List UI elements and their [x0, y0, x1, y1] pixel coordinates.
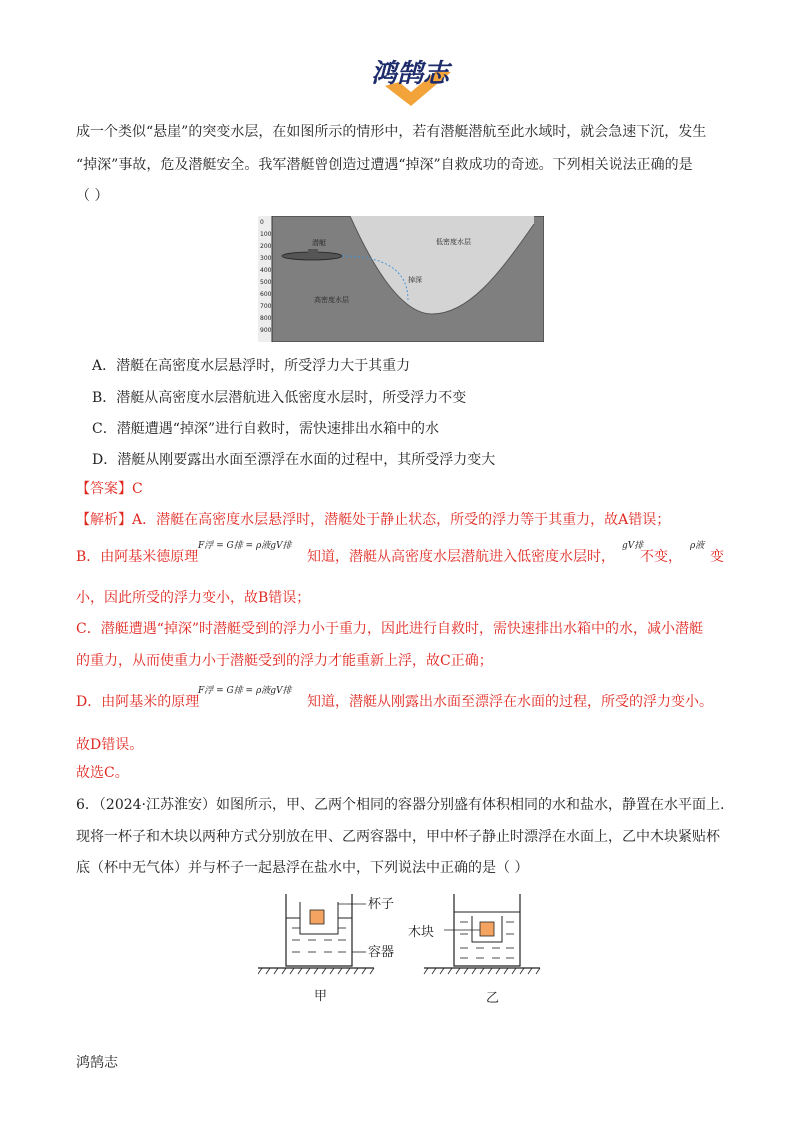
svg-text:0: 0: [260, 219, 264, 226]
svg-text:高密度水层: 高密度水层: [314, 296, 349, 304]
svg-text:300: 300: [260, 255, 272, 262]
svg-text:200: 200: [260, 243, 272, 250]
question-text-line: 6．（2024·江苏淮安）如图所示，甲、乙两个相同的容器分别盛有体积相同的水和盐水，静置在水平面上.: [76, 797, 725, 813]
svg-text:木块: 木块: [408, 925, 435, 940]
option-b: B．潜艇从高密度水层潜航进入低密度水层时，所受浮力不变: [92, 390, 467, 406]
option-c: C．潜艇遭遇“掉深”进行自救时，需快速排出水箱中的水: [92, 421, 440, 437]
formula-gv: gV排: [622, 541, 644, 551]
svg-text:容器: 容器: [368, 945, 395, 960]
option-d: D．潜艇从刚要露出水面至漂浮在水面的过程中，其所受浮力变大: [92, 452, 496, 468]
svg-text:低密度水层: 低密度水层: [436, 238, 471, 246]
analysis-b-middle: 知道，潜艇从高密度水层潜航进入低密度水层时，: [307, 549, 615, 565]
svg-text:乙: 乙: [486, 991, 500, 1006]
analysis-c1: C．潜艇遭遇“掉深”时潜艇受到的浮力小于重力，因此进行自救时，需快速排出水箱中的水，减小潜艇: [76, 621, 704, 637]
analysis-b-prefix: B．由阿基米德原理: [76, 549, 199, 565]
analysis-b-unchanged: 不变，: [640, 549, 682, 565]
question-text-line: 成一个类似“悬崖”的突变水层，在如图所示的情形中，若有潜艇潜航至此水域时，就会急速下沉，发生: [76, 124, 707, 140]
formula-rho: ρ液: [690, 541, 705, 551]
svg-text:100: 100: [260, 231, 272, 238]
option-a: A．潜艇在高密度水层悬浮时，所受浮力大于其重力: [92, 358, 411, 374]
analysis-b2: 小，因此所受的浮力变小，故B错误；: [76, 590, 311, 606]
container-figure: [258, 890, 548, 1008]
analysis-a: 【解析】A．潜艇在高密度水层悬浮时，潜艇处于静止状态，所受的浮力等于其重力，故A错误；: [76, 512, 671, 528]
svg-text:杯子: 杯子: [368, 897, 395, 912]
svg-text:潜艇: 潜艇: [312, 239, 326, 247]
svg-text:400: 400: [260, 267, 272, 274]
formula-archimedes-2: F浮 = G排 = ρ液gV排: [198, 686, 292, 696]
analysis-d2: 故D错误。: [76, 737, 144, 753]
analysis-c2: 的重力，从而使重力小于潜艇受到的浮力才能重新上浮，故C正确；: [76, 653, 493, 669]
question-text-line: 底（杯中无气体）并与杯子一起悬浮在盐水中，下列说法中正确的是（ ）: [76, 860, 529, 876]
svg-text:甲: 甲: [314, 989, 328, 1004]
svg-text:500: 500: [260, 279, 272, 286]
svg-text:鸿鹄志: 鸿鹄志: [370, 58, 450, 88]
svg-text:掉深: 掉深: [408, 276, 422, 284]
final-answer: 故选C。: [76, 765, 129, 781]
svg-text:800: 800: [260, 315, 272, 322]
answer-label: 【答案】C: [76, 481, 143, 497]
formula-archimedes: F浮 = G排 = ρ液gV排: [198, 541, 292, 551]
svg-text:600: 600: [260, 291, 272, 298]
footer-brand: 鸿鹄志: [76, 1055, 118, 1071]
density-layer-figure: [258, 216, 544, 342]
analysis-b-change: 变: [710, 549, 724, 565]
analysis-d-prefix: D．由阿基米的原理: [76, 694, 200, 710]
analysis-d-post: 知道，潜艇从刚露出水面至漂浮在水面的过程，所受的浮力变小。: [307, 694, 713, 710]
brand-logo: [355, 52, 465, 108]
question-text-line: 现将一杯子和木块以两种方式分别放在甲、乙两容器中，甲中杯子静止时漂浮在水面上，乙中木块紧贴杯: [76, 829, 720, 845]
svg-text:900: 900: [260, 327, 272, 334]
svg-text:700: 700: [260, 303, 272, 310]
question-text-line: （ ）: [76, 188, 109, 204]
question-text-line: “掉深”事故，危及潜艇安全。我军潜艇曾创造过遭遇“掉深”自救成功的奇迹。下列相关说法正确的是: [76, 157, 693, 173]
